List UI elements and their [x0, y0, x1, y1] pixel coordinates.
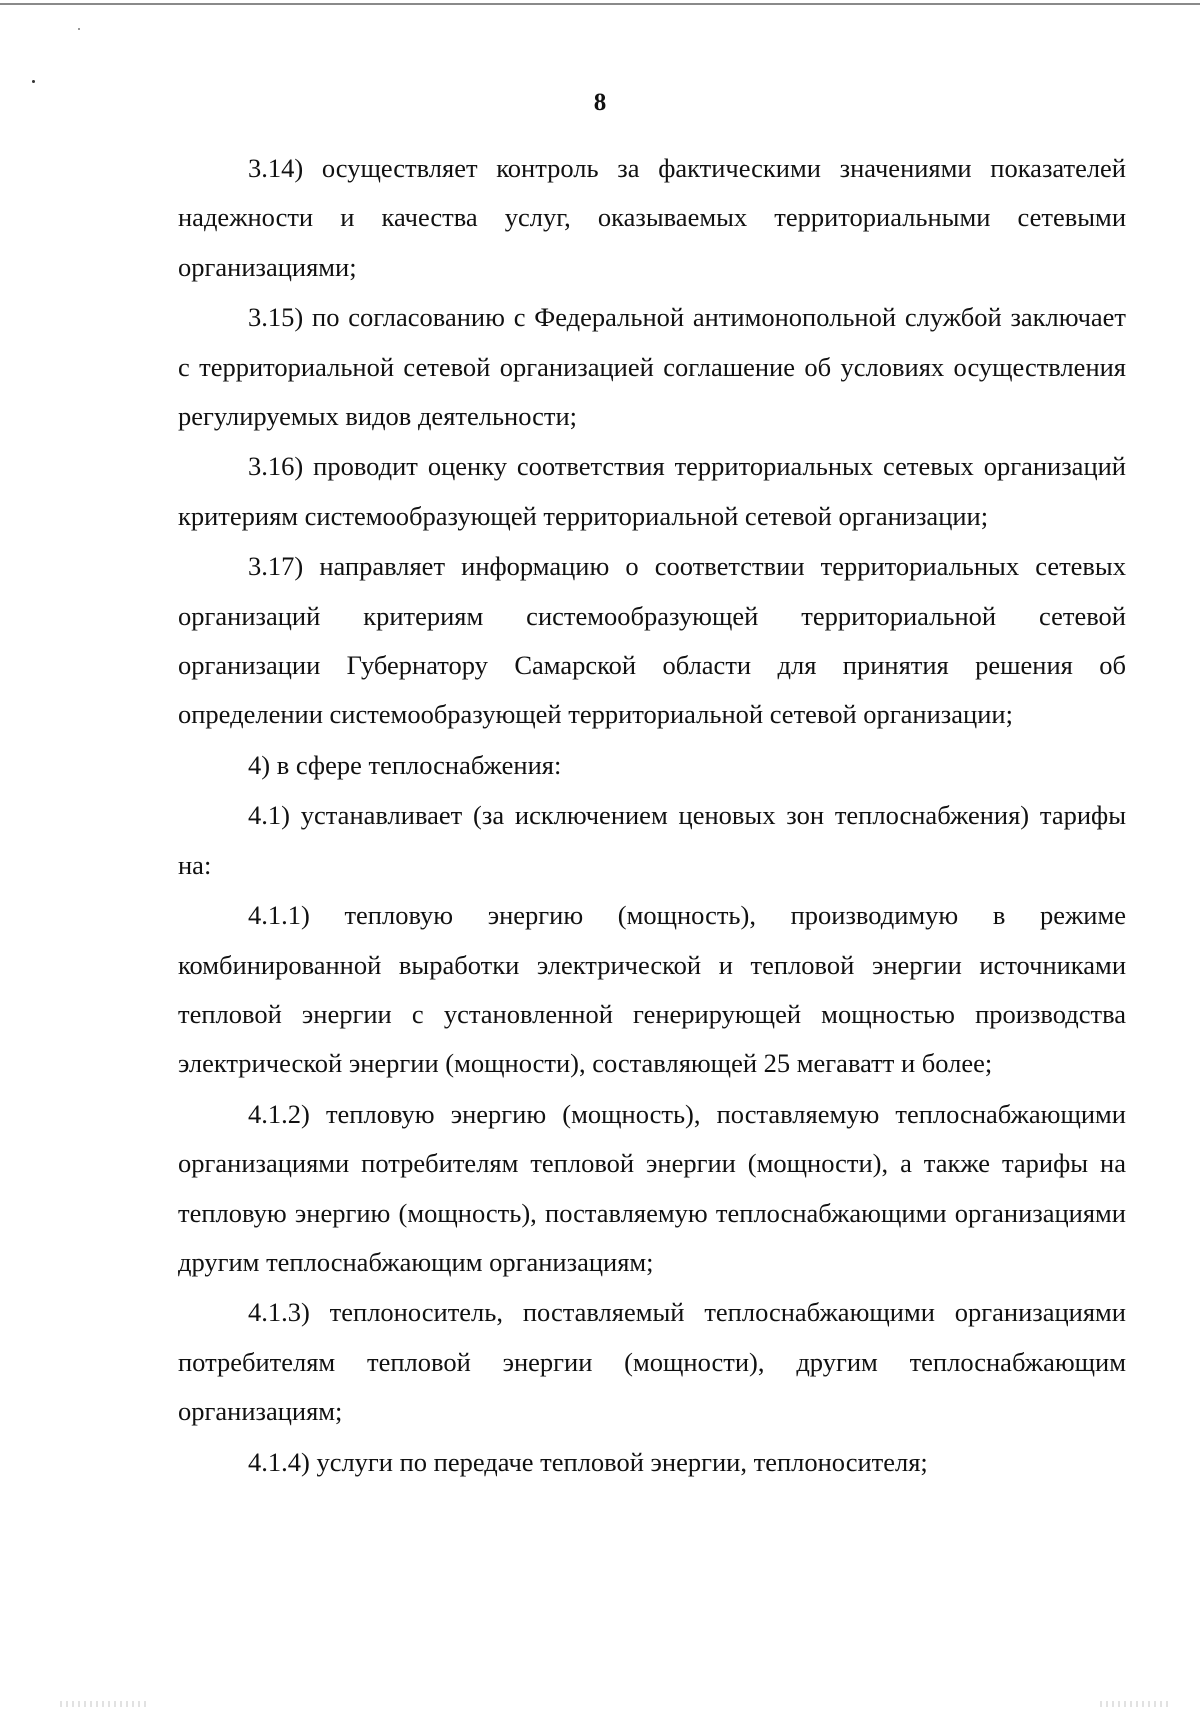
paragraph-4-1-4: 4.1.4) услуги по передаче тепловой энергии, теплоносителя; — [248, 1446, 928, 1477]
scan-bottom-noise — [60, 1701, 150, 1707]
paragraph-4-1-2: 4.1.2) тепловую энергию (мощность), поставляемую теплоснабжающими организациями потребителям тепловой энергии (мощности), а также тарифы на тепловую энергию (мощность), поставляемую теплоснабжающими организациями другим теплоснабжающим организациям; — [178, 1098, 1126, 1277]
document-body — [178, 144, 1126, 1488]
paragraph-4: 4) в сфере теплоснабжения: — [248, 749, 562, 780]
scan-speck — [78, 28, 80, 30]
scan-top-edge — [0, 3, 1200, 5]
paragraph-4-1-1: 4.1.1) тепловую энергию (мощность), производимую в режиме комбинированной выработки электрической и тепловой энергии источниками тепловой энергии с установленной генерирующей мощностью производства электрической энергии (мощности), составляющей 25 мегаватт и более; — [178, 900, 1126, 1079]
paragraph-4-1: 4.1) устанавливает (за исключением ценовых зон теплоснабжения) тарифы на: — [178, 800, 1126, 880]
page-number: 8 — [593, 89, 607, 116]
paragraph-3-16: 3.16) проводит оценку соответствия территориальных сетевых организаций критериям системообразующей территориальной сетевой организации; — [178, 451, 1126, 531]
paragraph-3-17: 3.17) направляет информацию о соответствии территориальных сетевых организаций критериям системообразующей территориальной сетевой организации Губернатору Самарской области для принятия решения об определении системообразующей территориальной сетевой организации; — [178, 551, 1126, 730]
scan-bottom-noise — [1100, 1701, 1170, 1707]
paragraph-3-15: 3.15) по согласованию с Федеральной антимонопольной службой заключает с территориальной сетевой организацией соглашение об условиях осуществления регулируемых видов деятельности; — [178, 302, 1126, 432]
paragraph-4-1-3: 4.1.3) теплоноситель, поставляемый теплоснабжающими организациями потребителям тепловой энергии (мощности), другим теплоснабжающим организациям; — [178, 1297, 1126, 1427]
scan-speck — [32, 80, 35, 83]
paragraph-3-14: 3.14) осуществляет контроль за фактическими значениями показателей надежности и качества услуг, оказываемых территориальными сетевыми организациями; — [178, 153, 1126, 282]
